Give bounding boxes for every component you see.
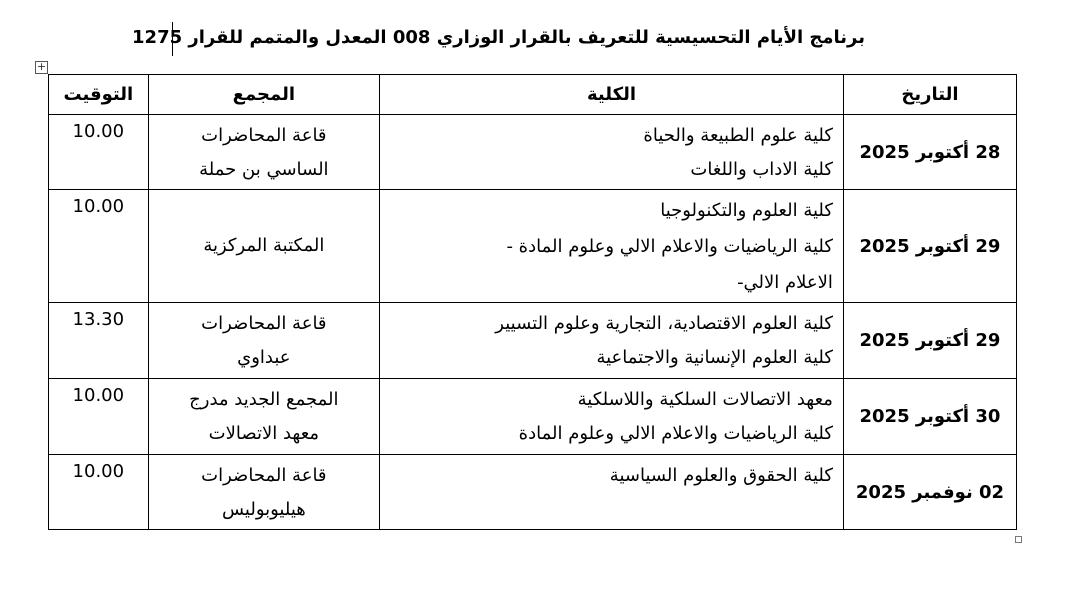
time-value: 10.00: [72, 196, 125, 217]
table-row: [49, 303, 1017, 379]
venue-line: هيليوبوليس: [221, 499, 306, 520]
date-cell: 29 أكتوبر 2025: [843, 303, 1016, 379]
table-row: [49, 379, 1017, 455]
faculty-line: الاعلام الالي-: [737, 272, 833, 293]
venue-line: عبداوي: [237, 347, 291, 368]
header-date: التاريخ: [843, 75, 1016, 115]
time-cell: [49, 190, 149, 303]
date-cell: 29 أكتوبر 2025: [843, 190, 1016, 303]
venue-line: الساسي بن حملة: [199, 159, 329, 180]
date-cell: 28 أكتوبر 2025: [843, 115, 1016, 190]
table-resize-handle[interactable]: [1015, 536, 1022, 543]
venue-line: قاعة المحاضرات: [201, 125, 327, 146]
venue-line: المجمع الجديد مدرج: [189, 389, 339, 410]
venue-line: قاعة المحاضرات: [201, 465, 327, 486]
header-faculty: الكلية: [380, 75, 844, 115]
venue-line: المكتبة المركزية: [203, 235, 325, 256]
time-cell: [49, 115, 149, 190]
time-value: 10.00: [72, 461, 125, 482]
faculty-line: كلية الرياضيات والاعلام الالي وعلوم المادة -: [506, 236, 833, 257]
venue-cell: [148, 115, 379, 190]
faculty-cell: [380, 115, 844, 190]
table-header-row: [49, 75, 1017, 115]
faculty-line: كلية العلوم الإنسانية والاجتماعية: [596, 347, 833, 368]
faculty-cell: [380, 190, 844, 303]
venue-cell: [148, 379, 379, 455]
schedule-table: [48, 74, 1017, 530]
faculty-cell: [380, 379, 844, 455]
faculty-line: كلية علوم الطبيعة والحياة: [643, 125, 833, 146]
date-cell: 02 نوفمبر 2025: [843, 455, 1016, 530]
document-title: برنامج الأيام التحسيسية للتعريف بالقرار الوزاري 008 المعدل والمتمم للقرار 1275: [172, 22, 865, 56]
faculty-cell: [380, 455, 844, 530]
venue-line: قاعة المحاضرات: [201, 313, 327, 334]
table-row: [49, 455, 1017, 530]
faculty-cell: [380, 303, 844, 379]
time-value: 13.30: [72, 309, 125, 330]
faculty-line: كلية الحقوق والعلوم السياسية: [609, 465, 833, 486]
table-row: [49, 115, 1017, 190]
time-cell: [49, 303, 149, 379]
time-cell: [49, 455, 149, 530]
faculty-line: كلية العلوم والتكنولوجيا: [660, 200, 833, 221]
venue-cell: [148, 303, 379, 379]
time-value: 10.00: [72, 385, 125, 406]
date-cell: 30 أكتوبر 2025: [843, 379, 1016, 455]
faculty-line: كلية الرياضيات والاعلام الالي وعلوم المادة: [518, 423, 833, 444]
table-move-handle-icon[interactable]: +: [36, 60, 47, 73]
venue-cell: [148, 455, 379, 530]
time-value: 10.00: [72, 121, 125, 142]
faculty-line: معهد الاتصالات السلكية واللاسلكية: [577, 389, 833, 410]
header-venue: المجمع: [148, 75, 379, 115]
venue-line: معهد الاتصالات: [208, 423, 320, 444]
time-cell: [49, 379, 149, 455]
faculty-line: كلية العلوم الاقتصادية، التجارية وعلوم التسيير: [495, 313, 833, 334]
venue-cell: [148, 190, 379, 303]
faculty-line: كلية الاداب واللغات: [690, 159, 833, 180]
header-time: التوقيت: [49, 75, 149, 115]
table-row: [49, 190, 1017, 303]
